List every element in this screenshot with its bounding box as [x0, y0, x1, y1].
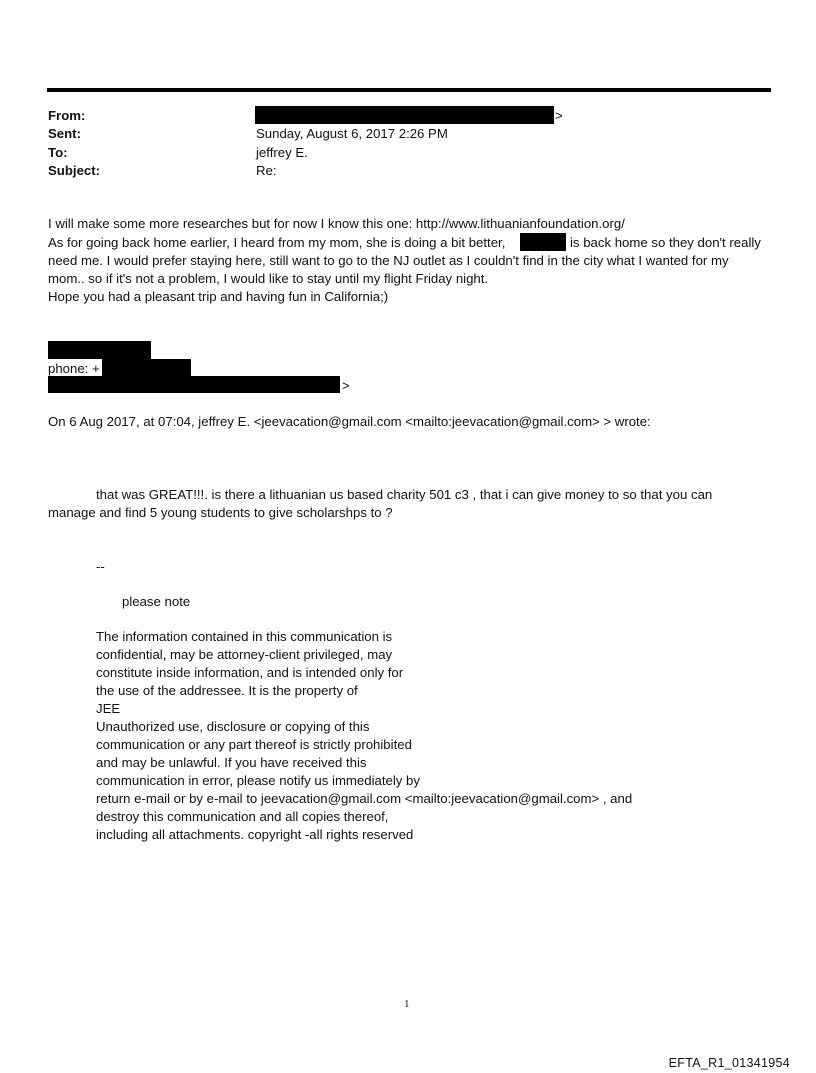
sent-value: Sunday, August 6, 2017 2:26 PM — [256, 126, 448, 141]
from-label: From: — [48, 108, 86, 123]
disclaimer-line: including all attachments. copyright -all rights reserved — [96, 827, 414, 842]
quoted-line-2: manage and find 5 young students to give scholarshps to ? — [48, 505, 393, 520]
disclaimer-line: destroy this communication and all copies thereof, — [96, 809, 389, 824]
disclaimer-line: communication or any part thereof is strictly prohibited — [96, 737, 412, 752]
page-number: 1 — [404, 998, 410, 1010]
disclaimer-block — [96, 628, 632, 844]
to-label: To: — [48, 145, 68, 160]
phone-label: phone: + — [48, 361, 100, 376]
quote-header: On 6 Aug 2017, at 07:04, jeffrey E. <jeevacation@gmail.com <mailto:jeevacation@gmail.com> > wrote: — [48, 414, 651, 429]
signature-suffix: > — [342, 378, 350, 393]
from-suffix: > — [555, 108, 563, 123]
sent-label: Sent: — [48, 126, 81, 141]
disclaimer-line: confidential, may be attorney-client privileged, may — [96, 647, 393, 662]
disclaimer-line: Unauthorized use, disclosure or copying of this — [96, 719, 370, 734]
subject-value: Re: — [256, 163, 277, 178]
reply-line-2b: is back home so they don't really — [570, 235, 761, 250]
from-redaction — [255, 106, 554, 124]
disclaimer-line: and may be unlawful. If you have received this — [96, 755, 367, 770]
document-id: EFTA_R1_01341954 — [668, 1056, 790, 1070]
please-note: please note — [122, 594, 191, 609]
disclaimer-line: return e-mail or by e-mail to jeevacation@gmail.com <mailto:jeevacation@gmail.com> , and — [96, 791, 633, 806]
reply-line-4: mom.. so if it's not a problem, I would like to stay until my flight Friday night. — [48, 271, 489, 286]
phone-redaction — [102, 359, 191, 376]
quoted-line-1: that was GREAT!!!. is there a lithuanian us based charity 501 c3 , that i can give money to so that you can — [96, 487, 713, 502]
email-redaction — [48, 376, 340, 393]
subject-label: Subject: — [48, 163, 101, 178]
disclaimer-line: constitute inside information, and is intended only for — [96, 665, 404, 680]
name-redaction — [520, 233, 566, 251]
reply-line-3: need me. I would prefer staying here, still want to go to the NJ outlet as I couldn't find in the city what I wanted for my — [48, 253, 729, 268]
reply-line-1: I will make some more researches but for now I know this one: http://www.lithuanianfoundation.org/ — [48, 216, 625, 231]
disclaimer-line: the use of the addressee. It is the property of — [96, 683, 358, 698]
to-value: jeffrey E. — [256, 145, 308, 160]
disclaimer-line: JEE — [96, 701, 121, 716]
header-rule — [47, 88, 771, 92]
disclaimer-line: The information contained in this communication is — [96, 629, 393, 644]
signature-name-redaction — [48, 341, 151, 359]
reply-line-5: Hope you had a pleasant trip and having fun in California;) — [48, 289, 389, 304]
disclaimer-line: communication in error, please notify us immediately by — [96, 773, 420, 788]
signature-dashes: -- — [96, 559, 105, 574]
reply-line-2a: As for going back home earlier, I heard from my mom, she is doing a bit better, — [48, 235, 506, 250]
